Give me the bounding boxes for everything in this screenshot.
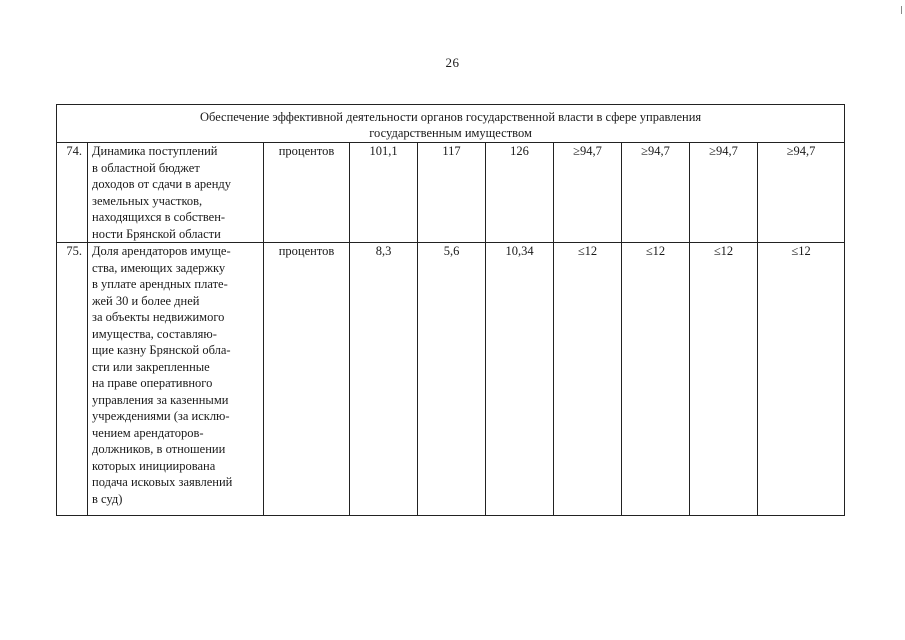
indicators-table	[56, 104, 845, 516]
scan-edge-mark	[901, 6, 902, 14]
value-cell: 5,6	[418, 243, 486, 516]
value-cell: 126	[486, 143, 554, 243]
value-cell: ≤12	[758, 243, 845, 516]
table-row	[57, 243, 845, 516]
value-cell: ≥94,7	[690, 143, 758, 243]
value-cell: ≥94,7	[758, 143, 845, 243]
indicator-description: Доля арендаторов имуще- ства, имеющих задержку в уплате арендных плате- жей 30 и более дней за объекты недвижимого имущества, составляю- щие казну Брянской обла- сти или закрепленные на праве оперативного управления за казенными учреждениями (за исклю- чением арендаторов- должников, в отношении которых инициирована подача исковых заявлений в суд)	[88, 243, 264, 516]
unit-cell: процентов	[264, 143, 350, 243]
row-number: 74.	[57, 143, 88, 243]
value-cell: 117	[418, 143, 486, 243]
indicator-description: Динамика поступлений в областной бюджет доходов от сдачи в аренду земельных участков, находящихся в собствен- ности Брянской области	[88, 143, 264, 243]
value-cell: 10,34	[486, 243, 554, 516]
value-cell: ≤12	[554, 243, 622, 516]
section-title: Обеспечение эффективной деятельности органов государственной власти в сфере управления государственным имуществом	[57, 105, 845, 143]
value-cell: ≤12	[690, 243, 758, 516]
value-cell: 101,1	[350, 143, 418, 243]
table-row	[57, 143, 845, 243]
page-number: 26	[445, 55, 460, 70]
unit-cell: процентов	[264, 243, 350, 516]
value-cell: ≥94,7	[554, 143, 622, 243]
value-cell: ≥94,7	[622, 143, 690, 243]
value-cell: ≤12	[622, 243, 690, 516]
section-header-row	[57, 105, 845, 143]
row-number: 75.	[57, 243, 88, 516]
value-cell: 8,3	[350, 243, 418, 516]
